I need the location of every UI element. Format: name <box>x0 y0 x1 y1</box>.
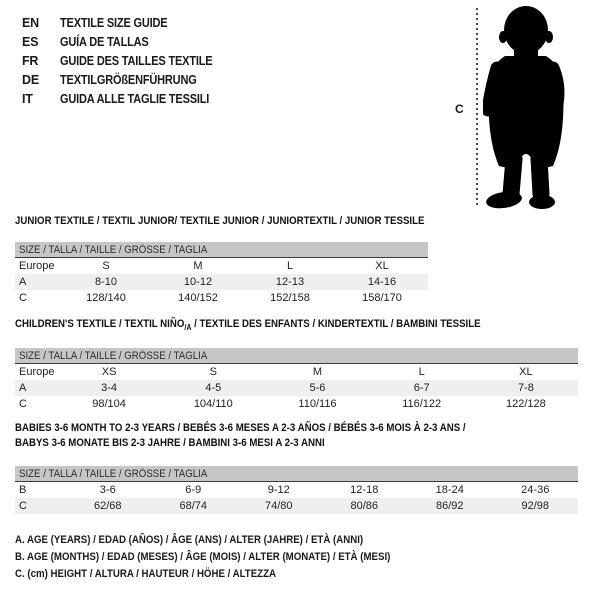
children-table-title <box>15 318 544 332</box>
table-cell: 104/110 <box>193 398 233 410</box>
table-cell: 62/68 <box>93 500 122 512</box>
footnote-c <box>15 568 442 585</box>
toddler-silhouette-image <box>483 4 595 212</box>
table-cell: 110/116 <box>298 398 337 410</box>
table-row <box>15 498 578 514</box>
language-code: DE <box>22 72 39 87</box>
height-measure-dotted-line <box>476 8 478 207</box>
table-cell: 12-18 <box>350 484 379 496</box>
table-cell: L <box>286 260 294 272</box>
table-cell: 3-4 <box>101 382 118 394</box>
table-cell: 6-9 <box>185 484 202 496</box>
language-row-it <box>22 89 233 108</box>
table-cell: 9-12 <box>267 484 290 496</box>
row-label: B <box>19 484 27 496</box>
footnote-b <box>15 551 442 568</box>
size-header-text: SIZE / TALLA / TAILLE / GRÖSSE / TAGLIA <box>19 349 208 362</box>
language-code: ES <box>22 34 39 49</box>
table-cell: 140/152 <box>178 292 218 304</box>
children-table-title-text <box>15 318 481 332</box>
table-cell: 7-8 <box>517 382 534 394</box>
table-cell: 74/80 <box>264 500 293 512</box>
row-label: A <box>19 276 27 288</box>
title-part: / TEXTILE DES ENFANTS / KINDERTEXTIL / BAMBINI TESSILE <box>191 318 481 330</box>
table-row <box>15 258 428 274</box>
table-row <box>15 274 428 290</box>
junior-size-table <box>15 242 428 306</box>
footnote-a <box>15 534 442 551</box>
table-cell: 14-16 <box>367 276 397 288</box>
row-label: A <box>19 382 27 394</box>
babies-title-line1: BABIES 3-6 MONTH TO 2-3 YEARS / BEBÉS 3-6 MESES A 2-3 AÑOS / BÉBÉS 3-6 MOIS À 2-3 ANS / <box>15 422 466 434</box>
size-header-bar <box>15 466 578 482</box>
junior-table-title <box>15 215 480 227</box>
footnote-text: C. (cm) HEIGHT / ALTURA / HAUTEUR / HÖHE / ALTEZZA <box>15 568 277 580</box>
table-cell: S <box>209 366 217 378</box>
table-cell: 116/122 <box>402 398 442 410</box>
table-cell: 8-10 <box>94 276 118 288</box>
table-body <box>15 258 428 306</box>
table-cell: S <box>102 260 110 272</box>
junior-table-title-text: JUNIOR TEXTILE / TEXTIL JUNIOR/ TEXTILE JUNIOR / JUNIORTEXTIL / JUNIOR TESSILE <box>15 215 425 227</box>
language-title: TEXTILGRÖßENFÜHRUNG <box>60 72 197 87</box>
table-cell: 5-6 <box>309 382 326 394</box>
language-title: GUÍA DE TALLAS <box>60 34 149 49</box>
babies-table-title <box>15 421 527 451</box>
row-label: C <box>19 500 27 512</box>
table-body <box>15 364 578 412</box>
table-cell: 6-7 <box>413 382 430 394</box>
table-cell: 10-12 <box>183 276 213 288</box>
size-header-text: SIZE / TALLA / TAILLE / GRÖSSE / TAGLIA <box>19 243 208 256</box>
table-cell: 3-6 <box>99 484 116 496</box>
language-title: GUIDE DES TAILLES TEXTILE <box>60 53 213 68</box>
table-cell: 12-13 <box>275 276 305 288</box>
table-cell: 24-36 <box>521 484 550 496</box>
footnotes <box>15 534 442 585</box>
table-row <box>15 290 428 306</box>
language-list <box>22 13 233 108</box>
table-row <box>15 364 578 380</box>
size-header-bar <box>15 348 578 364</box>
row-label: C <box>19 398 27 410</box>
table-cell: XS <box>101 366 117 378</box>
language-row-de <box>22 70 233 89</box>
row-label: Europe <box>19 366 55 378</box>
table-cell: XL <box>375 260 389 272</box>
table-cell: 18-24 <box>435 484 464 496</box>
language-row-en <box>22 13 233 32</box>
footnote-text: B. AGE (MONTHS) / EDAD (MESES) / ÂGE (MOIS) / ALTER (MONATE) / ETÀ (MESI) <box>15 551 391 563</box>
table-cell: 158/170 <box>362 292 402 304</box>
language-code: IT <box>22 91 33 106</box>
table-cell: 98/104 <box>92 398 126 410</box>
children-size-table <box>15 348 578 412</box>
table-cell: 4-5 <box>205 382 222 394</box>
height-measure-label: C <box>455 102 464 116</box>
table-cell: L <box>418 366 425 378</box>
table-cell: 128/140 <box>86 292 126 304</box>
footnote-text: A. AGE (YEARS) / EDAD (AÑOS) / ÂGE (ANS) / ALTER (JAHRE) / ETÀ (ANNI) <box>15 534 364 546</box>
table-cell: 68/74 <box>179 500 208 512</box>
babies-size-table <box>15 466 578 514</box>
table-cell: 86/92 <box>435 500 464 512</box>
table-cell: M <box>193 260 203 272</box>
row-label: Europe <box>19 260 55 272</box>
size-header-text: SIZE / TALLA / TAILLE / GRÖSSE / TAGLIA <box>19 467 208 480</box>
table-body <box>15 482 578 514</box>
babies-title-line2: BABYS 3-6 MONATE BIS 2-3 JAHRE / BAMBINI 3-6 MESI A 2-3 ANNI <box>15 437 325 449</box>
table-cell: 152/158 <box>270 292 310 304</box>
language-row-fr <box>22 51 233 70</box>
title-subscript: /A <box>184 323 192 333</box>
language-code: FR <box>22 53 39 68</box>
row-label: C <box>19 292 27 304</box>
table-row <box>15 380 578 396</box>
language-title: GUIDA ALLE TAGLIE TESSILI <box>60 91 210 106</box>
table-row <box>15 482 578 498</box>
table-cell: M <box>312 366 323 378</box>
language-row-es <box>22 32 233 51</box>
table-row <box>15 396 578 412</box>
table-cell: 122/128 <box>506 398 546 410</box>
size-header-bar <box>15 242 428 258</box>
title-part: CHILDREN'S TEXTILE / TEXTIL NIÑO <box>15 318 185 330</box>
language-code: EN <box>22 15 39 30</box>
table-cell: 92/98 <box>521 500 550 512</box>
table-cell: 80/86 <box>350 500 379 512</box>
table-cell: XL <box>519 366 533 378</box>
language-title: TEXTILE SIZE GUIDE <box>60 15 168 30</box>
